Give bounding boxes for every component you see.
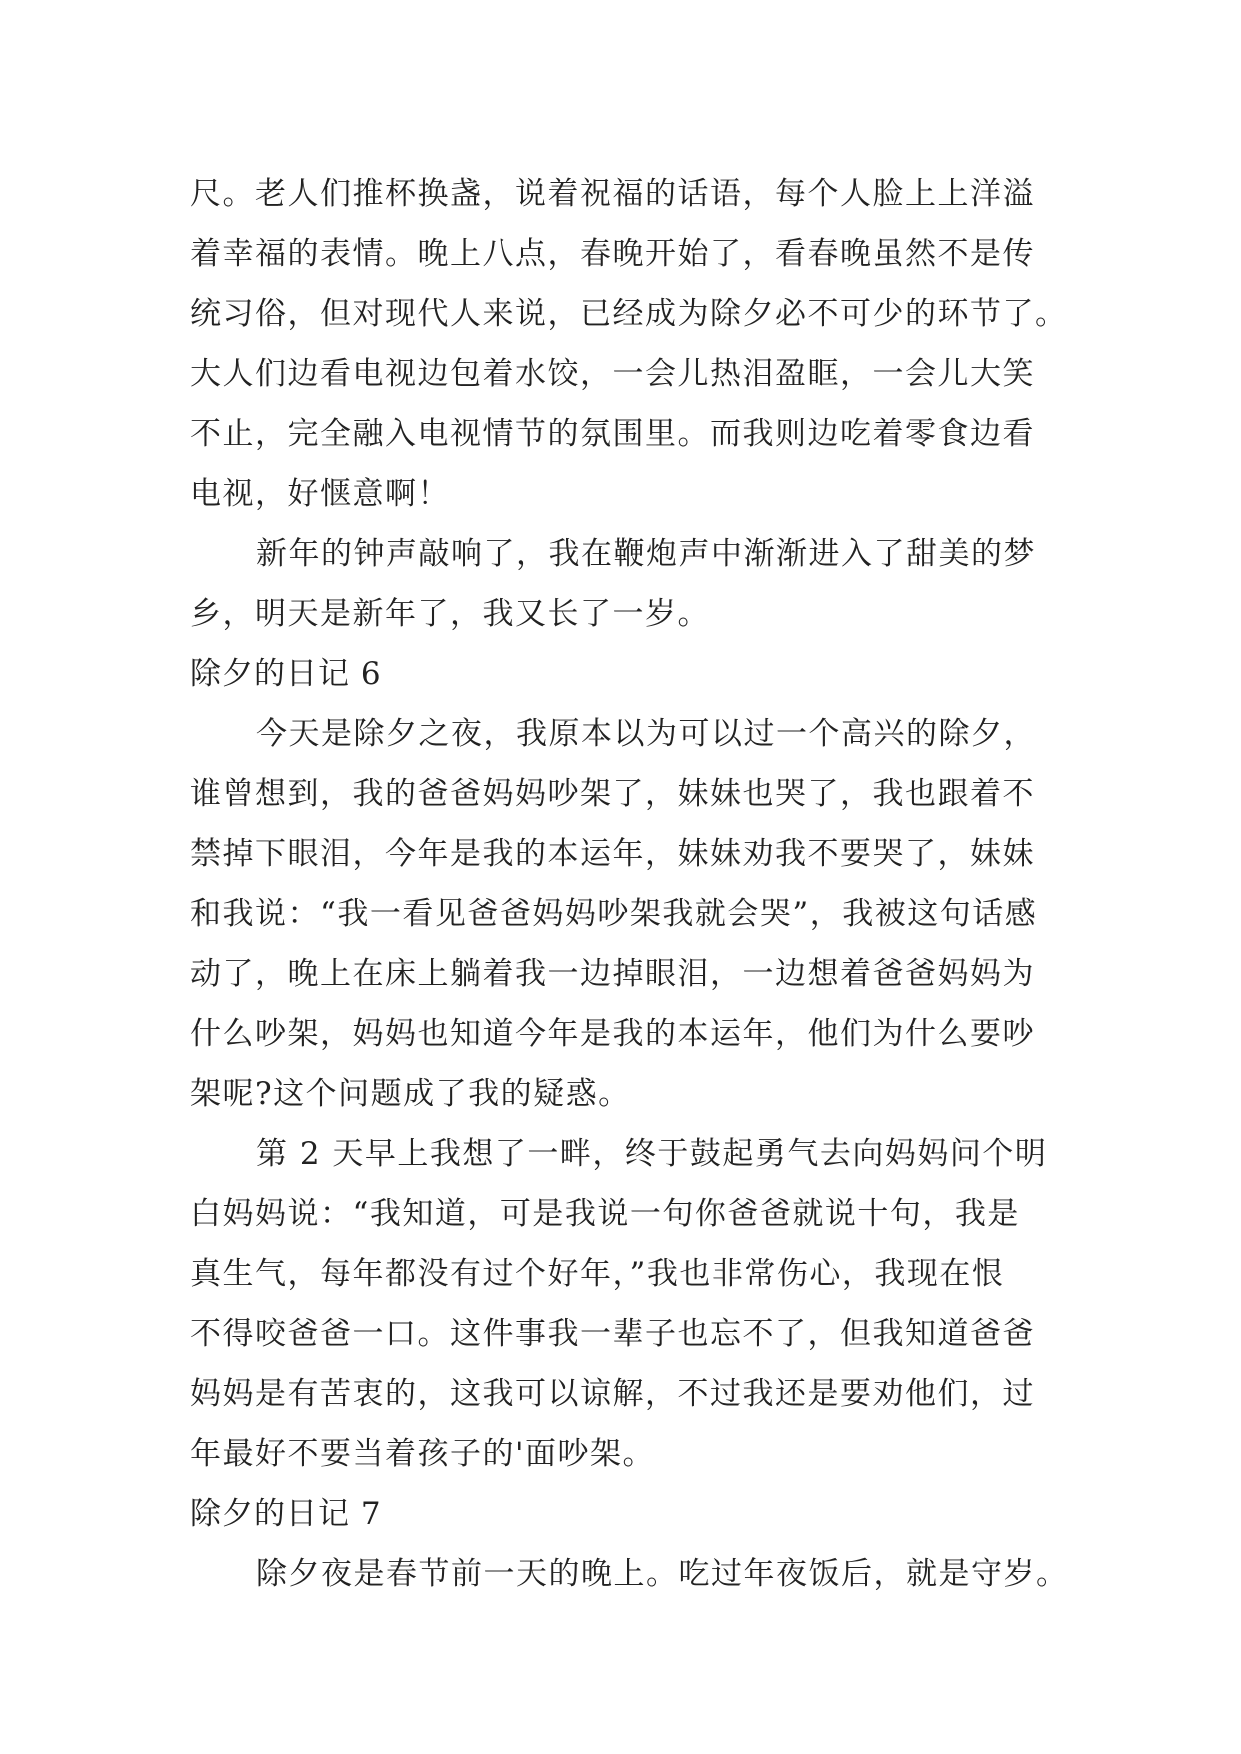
text-line: 白妈妈说：“我知道，可是我说一句你爸爸就说十句，我是 xyxy=(190,1196,1020,1232)
text-line: 真生气，每年都没有过个好年，”我也非常伤心，我现在恨 xyxy=(190,1256,1005,1292)
text-line: 不得咬爸爸一口。这件事我一辈子也忘不了，但我知道爸爸 xyxy=(190,1316,1035,1352)
text-line: 什么吵架，妈妈也知道今年是我的本运年，他们为什么要吵 xyxy=(190,1016,1035,1052)
document-body xyxy=(190,164,1070,1604)
text-line: 和我说：“我一看见爸爸妈妈吵架我就会哭”，我被这句话感 xyxy=(190,896,1038,932)
text-line: 不止，完全融入电视情节的氛围里。而我则边吃着零食边看 xyxy=(190,416,1035,452)
section-heading: 除夕的日记 7 xyxy=(190,1496,382,1532)
text-line: 妈妈是有苦衷的，这我可以谅解，不过我还是要劝他们，过 xyxy=(190,1376,1035,1412)
text-line: 谁曾想到，我的爸爸妈妈吵架了，妹妹也哭了，我也跟着不 xyxy=(190,776,1035,812)
text-line: 尺。老人们推杯换盏，说着祝福的话语，每个人脸上上洋溢 xyxy=(190,176,1035,212)
paragraph-start-line: 新年的钟声敲响了，我在鞭炮声中渐渐进入了甜美的梦 xyxy=(256,536,1036,572)
text-line: 统习俗，但对现代人来说，已经成为除夕必不可少的环节了。 xyxy=(190,296,1068,332)
text-line: 禁掉下眼泪，今年是我的本运年，妹妹劝我不要哭了，妹妹 xyxy=(190,836,1035,872)
text-line: 动了，晚上在床上躺着我一边掉眼泪，一边想着爸爸妈妈为 xyxy=(190,956,1035,992)
text-line: 电视，好惬意啊！ xyxy=(190,476,450,512)
section-heading: 除夕的日记 6 xyxy=(190,656,382,692)
text-line: 着幸福的表情。晚上八点，春晚开始了，看春晚虽然不是传 xyxy=(190,236,1035,272)
text-line: 年最好不要当着孩子的'面吵架。 xyxy=(190,1436,656,1472)
paragraph-start-line: 除夕夜是春节前一天的晚上。吃过年夜饭后，就是守岁。 xyxy=(256,1556,1069,1592)
text-line: 架呢?这个问题成了我的疑惑。 xyxy=(190,1076,631,1112)
paragraph-start-line: 今天是除夕之夜，我原本以为可以过一个高兴的除夕， xyxy=(256,716,1036,752)
paragraph-start-line: 第 2 天早上我想了一畔，终于鼓起勇气去向妈妈问个明 xyxy=(256,1136,1048,1172)
text-line: 大人们边看电视边包着水饺，一会儿热泪盈眶，一会儿大笑 xyxy=(190,356,1035,392)
text-line: 乡，明天是新年了，我又长了一岁。 xyxy=(190,596,710,632)
